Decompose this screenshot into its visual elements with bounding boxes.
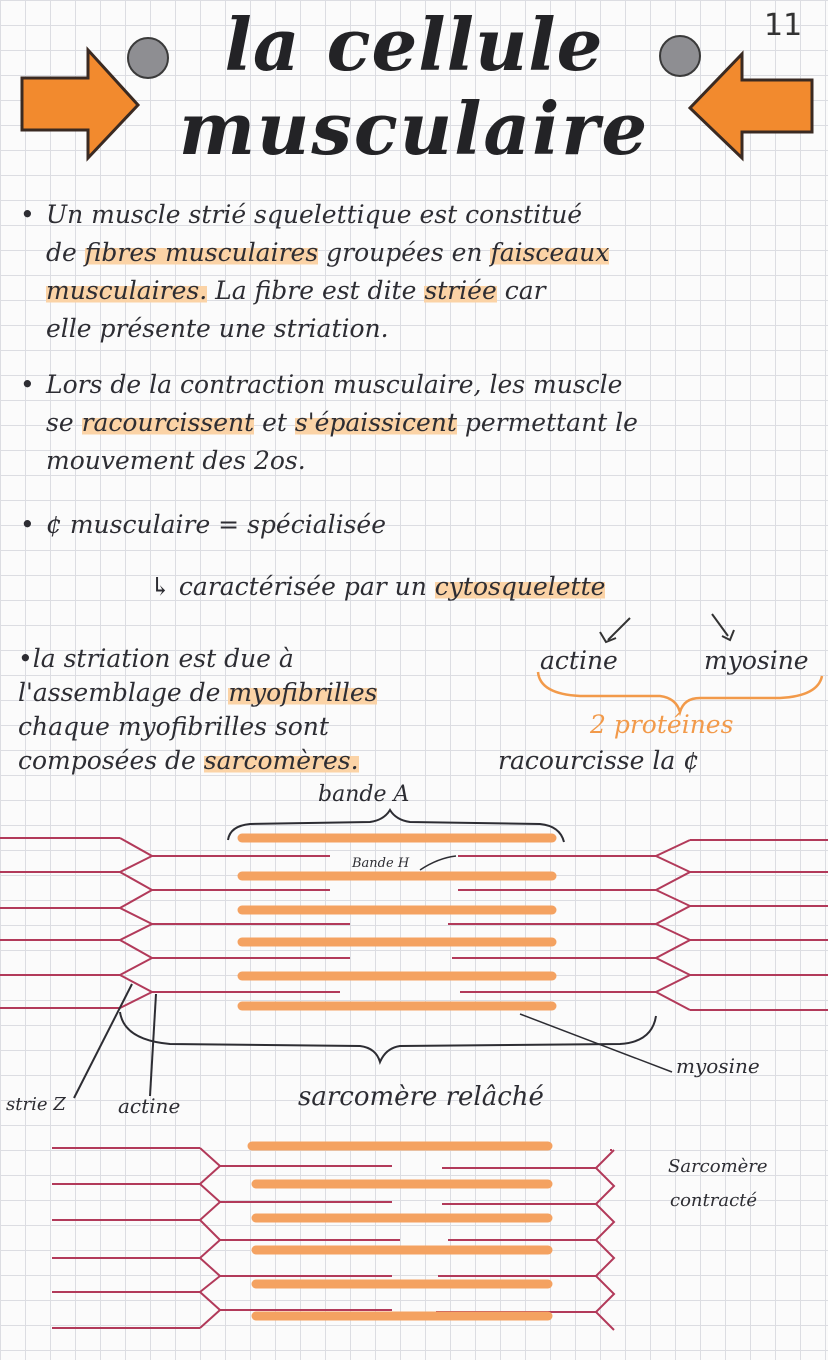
contracted-sarcomere-diagram [52, 1146, 614, 1330]
label-strie-z: strie Z [6, 1094, 66, 1115]
p2-line-3: mouvement des 2os. [46, 446, 306, 475]
label-actine-diagram: actine [118, 1094, 181, 1118]
label-bande-h: Bande H [352, 856, 410, 871]
label-myosine: myosine [704, 646, 809, 675]
label-2-proteines: 2 protéines [590, 710, 734, 739]
p1-line-3b: La fibre est dite [207, 276, 425, 305]
p2-line-2a: se [46, 408, 82, 437]
p4-line-4a: composées de [18, 746, 204, 775]
highlight-fibres-musculaires: fibres musculaires [84, 238, 319, 267]
p2-line-2c: permettant le [456, 408, 638, 437]
label-contracte: contracté [670, 1190, 758, 1211]
p1-line-3c: car [496, 276, 546, 305]
paragraph-2: • Lors de la contraction musculaire, les muscle se racourcissent et s'épaissicent permettant le mouvement des 2os. [20, 366, 820, 480]
p1-line-2a: de [46, 238, 85, 267]
highlight-faisceaux: faisceaux [490, 238, 610, 267]
arrow-return-icon: ↳ [150, 572, 171, 601]
highlight-musculaires: musculaires. [46, 276, 208, 305]
p1-line-1: Un muscle strié squelettique est constitué [46, 200, 583, 229]
p4-line-1: •la striation est due à [18, 644, 294, 673]
p4-line-2a: l'assemblage de [18, 678, 229, 707]
page-number: 11 [764, 8, 803, 43]
paragraph-4 [18, 642, 518, 778]
p2-line-1: Lors de la contraction musculaire, les muscle [46, 370, 623, 399]
p3-line-1: ¢ musculaire = spécialisée [46, 510, 387, 539]
highlight-striee: striée [424, 276, 497, 305]
p4-line-3: chaque myofibrilles sont [18, 712, 329, 741]
label-sarcomere-relache: sarcomère relâché [298, 1082, 544, 1112]
p3-line-2 [150, 568, 810, 606]
highlight-myofibrilles: myofibrilles [228, 678, 378, 707]
label-actine: actine [540, 646, 618, 675]
label-sarcomere: Sarcomère [668, 1156, 768, 1177]
p3-line-2a: caractérisée par un [178, 572, 435, 601]
highlight-racourcissent: racourcissent [81, 408, 255, 437]
p1-line-2b: groupées en [318, 238, 491, 267]
paragraph-1: • Un muscle strié squelettique est constitué de fibres musculaires groupées en faisceaux musculaires. La fibre est dite striée car elle présente une striation. [20, 196, 820, 348]
p2-line-2b: et [254, 408, 295, 437]
highlight-sarcomeres: sarcomères. [203, 746, 359, 775]
paragraph-3: • ¢ musculaire = spécialisée [20, 510, 387, 539]
title-line-2: musculaire [178, 86, 650, 171]
label-myosine-diagram: myosine [676, 1054, 760, 1078]
title-line-1: la cellule [224, 2, 604, 87]
p1-line-4: elle présente une striation. [46, 314, 389, 343]
highlight-epaissicent: s'épaissicent [294, 408, 457, 437]
highlight-cytosquelette: cytosquelette [434, 572, 606, 601]
label-racourcisse: racourcisse la ¢ [498, 746, 700, 775]
label-bande-a: bande A [318, 782, 410, 807]
